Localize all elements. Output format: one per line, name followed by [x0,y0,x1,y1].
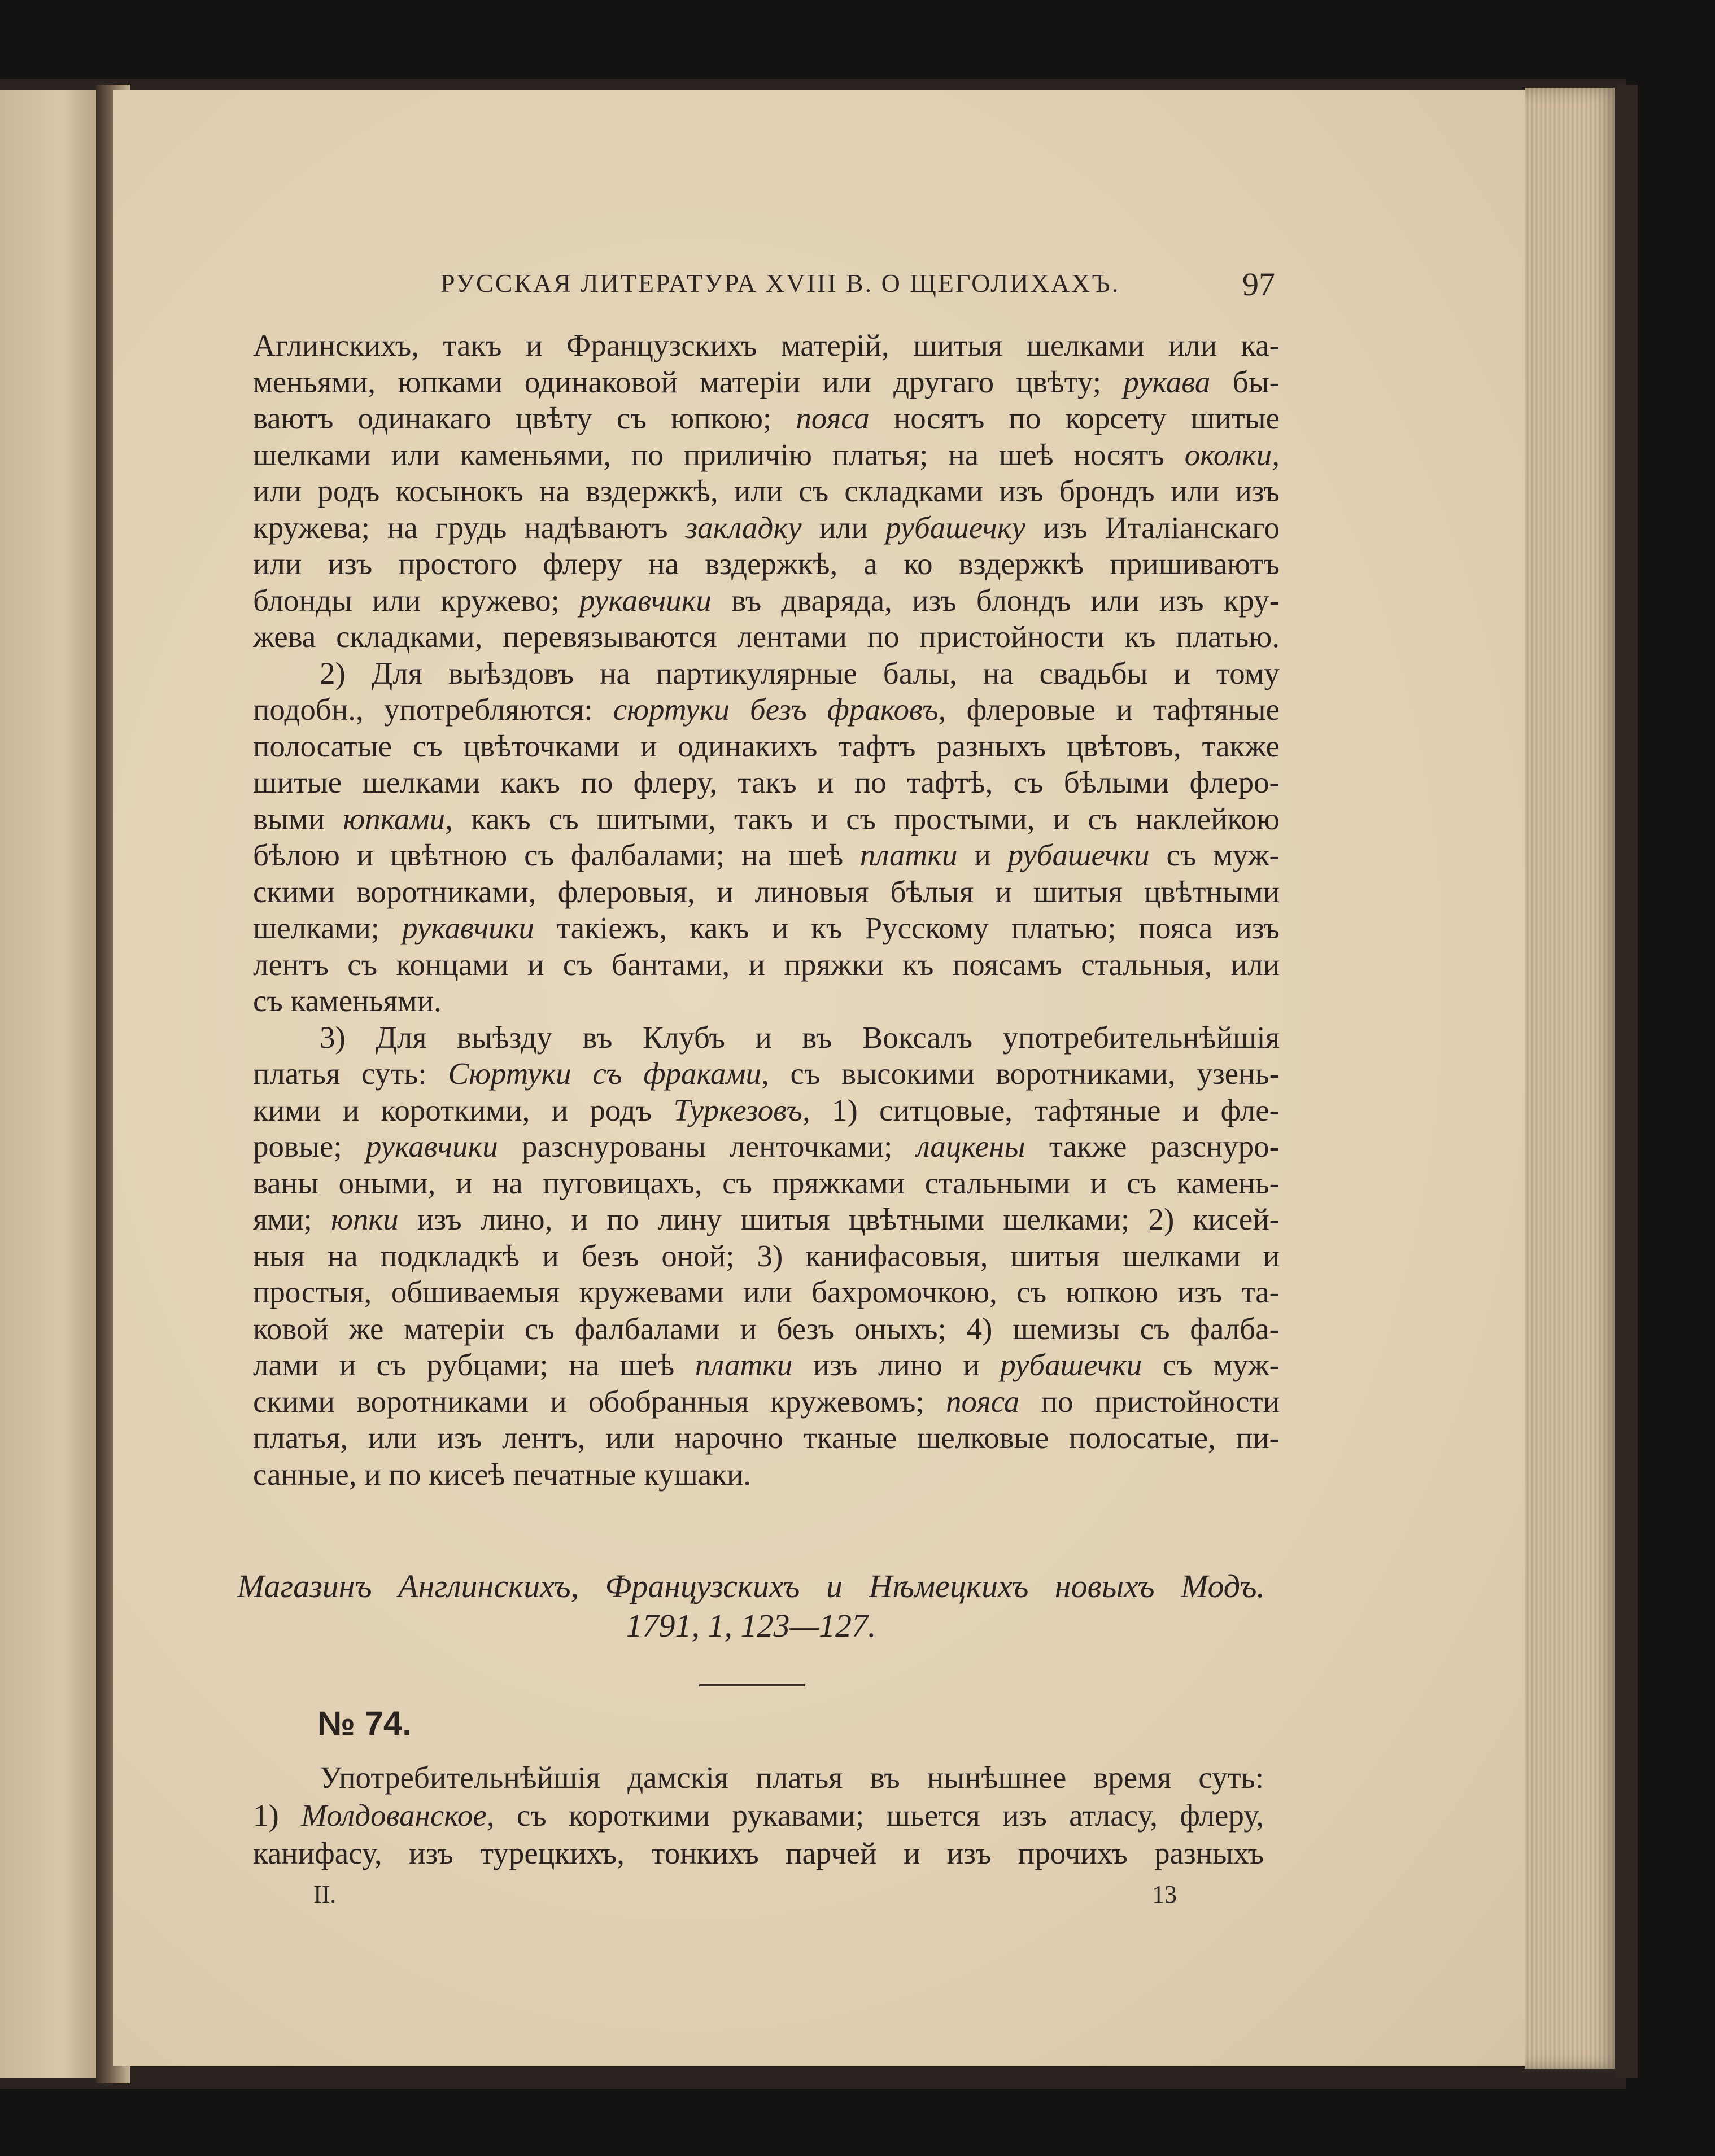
running-head: РУССКАЯ ЛИТЕРАТУРА XVIII В. О ЩЕГОЛИХАХЪ. [440,269,1120,298]
source-line-1: Магазинъ Англинскихъ, Французскихъ и Нѣмецкихъ новыхъ Модъ. [237,1568,1265,1604]
text-run: изъ лино и [792,1348,1001,1382]
italic-term: Туркезовъ, [673,1092,810,1127]
text-run: кружева; на грудь надѣваютъ [253,510,686,545]
text-line [253,1457,1280,1493]
italic-term: юпки [331,1202,399,1236]
text-line [253,1420,1280,1457]
text-line [253,510,1280,546]
source-citation [237,1567,1265,1646]
paragraph-3 [253,1020,1280,1493]
text-run: меньями, юпками одинаковой матеріи или другаго цвѣту; [253,364,1124,399]
text-run: ями; [253,1202,331,1236]
text-line [253,947,1280,983]
text-run: изъ лино, и по лину шитыя цвѣтными шелками; 2) кисей- [398,1202,1280,1236]
italic-term: рукавчики [365,1129,498,1164]
text-run: жева складками, перевязываются лентами по пристойности къ платью. [253,619,1280,654]
italic-term: пояса [945,1384,1020,1419]
text-run: скими воротниками и обобранныя кружевомъ; [253,1384,946,1419]
text-line [253,1020,1280,1056]
paragraph-1 [253,327,1280,655]
text-line [253,619,1280,655]
italic-term: рукавчики [579,583,712,618]
italic-term: околки, [1184,437,1280,472]
text-line [253,1384,1280,1420]
text-run: носятъ по корсету шитые [869,401,1280,435]
italic-term: рубашечки [1007,838,1150,872]
page-edges [1525,88,1621,2069]
text-run: лами и съ рубцами; на шеѣ [253,1348,695,1382]
text-run: или изъ простого флеру на вздержкѣ, а ко вздержкѣ пришиваютъ [253,546,1280,581]
text-run: флеровые и тафтяные [946,692,1280,727]
text-line [253,692,1280,728]
text-run: съ муж- [1142,1348,1280,1382]
text-run: лентъ съ концами и съ бантами, и пряжки къ поясамъ стальныя, или [253,947,1280,982]
text-run: блонды или кружево; [253,583,580,618]
text-run: простыя, обшиваемыя кружевами или бахромочкою, съ юпкою изъ та- [253,1275,1280,1309]
source-line-2: 1791, 1, 123—127. [626,1607,876,1644]
italic-term: юпками, [343,801,453,836]
text-run: или родъ косынокъ на вздержкѣ, или съ складками изъ брондъ или изъ [253,474,1280,508]
main-text [253,327,1280,1493]
text-run: шитые шелками какъ по флеру, такъ и по тафтѣ, съ бѣлыми флеро- [253,765,1280,799]
text-run: 1) ситцовые, тафтяные и фле- [810,1092,1280,1127]
italic-term: пояса [796,401,870,435]
text-run: 3) Для выѣзду въ Клубъ и въ Воксалъ употребительнѣйшія [320,1020,1280,1055]
text-line [253,1834,1264,1872]
italic-term: сюртуки безъ фраковъ, [613,692,946,727]
text-line [253,1238,1280,1275]
text-line [253,1347,1280,1384]
text-line [253,1092,1280,1129]
text-run: ровые; [253,1129,366,1164]
text-line [253,473,1280,510]
text-line [253,546,1280,583]
italic-term: платки [695,1348,793,1382]
text-run: кими и короткими, и родъ [253,1092,674,1127]
text-line [253,583,1280,619]
italic-term: лацкены [916,1129,1025,1164]
text-run: по пристойности [1019,1384,1280,1419]
text-run: 2) Для выѣздовъ на партикулярные балы, на свадьбы и тому [320,655,1280,690]
text-run: разснурованы ленточками; [498,1129,917,1164]
text-line [253,837,1280,874]
text-run: ковой же матеріи съ фалбалами и безъ оныхъ; 4) шемизы съ фалба- [253,1311,1280,1346]
text-run: съ короткими рукавами; шьется изъ атласу, флеру, [494,1798,1264,1833]
italic-term: Молдованское, [301,1798,495,1833]
italic-term: платки [859,838,958,872]
text-run: съ муж- [1149,838,1280,872]
text-run: Аглинскихъ, такъ и Французскихъ матерій, шитыя шелками или ка- [253,328,1280,362]
text-run: такіежъ, какъ и къ Русскому платью; пояса изъ [534,911,1280,945]
text-line [253,1274,1280,1311]
text-line [253,910,1280,947]
text-line [253,364,1280,401]
text-line [253,1311,1280,1348]
text-line [253,327,1280,364]
text-run: ваны оными, и на пуговицахъ, съ пряжками стальными и съ камень- [253,1165,1280,1200]
text-run: скими воротниками, флеровыя, и линовыя бѣлыя и шитыя цвѣтными [253,874,1280,909]
text-line [253,1165,1280,1202]
text-line [253,1056,1280,1092]
italic-term: рукавчики [402,911,534,945]
text-run: также разснуро- [1025,1129,1280,1164]
page-number: 97 [1242,266,1275,303]
text-run: изъ Италіанскаго [1025,510,1280,545]
italic-term: Сюртуки съ фраками, [448,1056,769,1091]
text-run: бѣлою и цвѣтною съ фалбалами; на шеѣ [253,838,860,872]
signature-mark: II. [313,1881,337,1908]
italic-term: рубашечку [885,510,1025,545]
text-run: подобн., употребляются: [253,692,613,727]
text-run: бы- [1210,364,1280,399]
document-number: № 74. [317,1704,412,1742]
text-line [253,1759,1264,1796]
sheet-number: 13 [1152,1881,1177,1908]
text-line [253,655,1280,692]
paragraph-2 [253,655,1280,1020]
text-run: ныя на подкладкѣ и безъ оной; 3) канифасовыя, шитыя шелками и [253,1238,1280,1273]
text-run: канифасу, изъ турецкихъ, тонкихъ парчей и изъ прочихъ разныхъ [253,1836,1264,1870]
text-run: Употребительнѣйшія дамскія платья въ нынѣшнее время суть: [320,1760,1264,1795]
text-line [253,764,1280,801]
text-line [253,801,1280,838]
italic-term: рубашечки [1000,1348,1142,1382]
text-run: шелками или каменьями, по приличію платья; на шеѣ носятъ [253,437,1185,472]
text-run: какъ съ шитыми, такъ и съ простыми, и съ наклейкою [452,801,1280,836]
text-line [253,874,1280,911]
text-run: санные, и по кисеѣ печатные кушаки. [253,1457,752,1492]
text-run: 1) [253,1798,302,1833]
text-run: и [957,838,1008,872]
text-line [253,983,1280,1020]
text-run: или [801,510,885,545]
text-run: выми [253,801,343,836]
text-run: съ высокими воротниками, узень- [769,1056,1280,1091]
text-line [253,400,1280,437]
text-run: платья, или изъ лентъ, или нарочно тканые шелковые полосатые, пи- [253,1420,1280,1455]
italic-term: закладку [685,510,802,545]
cover-edge [1615,85,1638,2078]
paragraph-4 [253,1759,1264,1872]
text-line [253,437,1280,474]
text-line [253,728,1280,765]
text-run: съ каменьями. [253,983,442,1018]
text-run: въ дваряда, изъ блондъ или изъ кру- [711,583,1280,618]
text-line [253,1796,1264,1834]
text-line [253,1129,1280,1165]
italic-term: рукава [1123,364,1211,399]
text-run: полосатые съ цвѣточками и одинакихъ тафтъ разныхъ цвѣтовъ, также [253,728,1280,763]
text-run: платья суть: [253,1056,448,1091]
section-divider [699,1684,805,1686]
text-line [253,1201,1280,1238]
text-run: шелками; [253,911,403,945]
text-run: ваютъ одинакаго цвѣту съ юпкою; [253,401,796,435]
next-document-text [253,1759,1264,1872]
